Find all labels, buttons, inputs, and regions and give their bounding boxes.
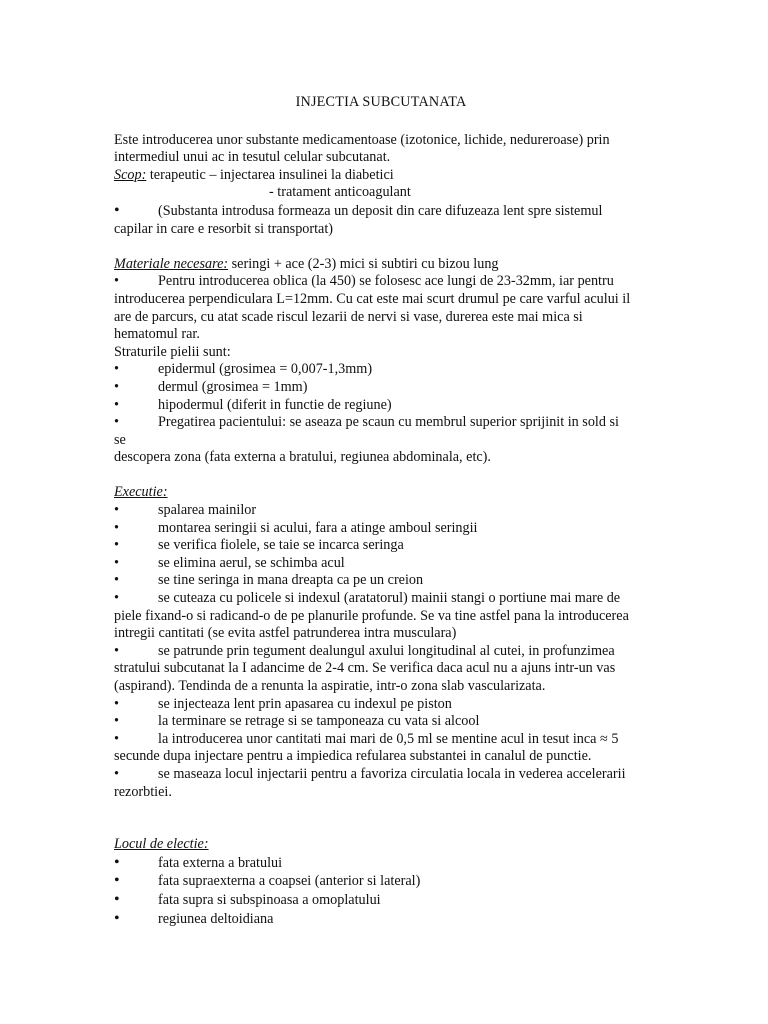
list-item: • fata supraexterna a coapsei (anterior si lateral) [114, 872, 421, 890]
bullet: • [114, 273, 119, 290]
bullet: • [114, 590, 119, 607]
scop-text: terapeutic – injectarea insulinei la diabetici [146, 166, 394, 183]
list-item: • se verifica fiolele, se taie se incarca seringa [114, 537, 404, 554]
bullet: • [114, 765, 119, 782]
bullet: • [114, 890, 120, 908]
bullet: • [114, 853, 120, 871]
list-item: • la terminare se retrage si se tamponeaza cu vata si alcool [114, 713, 480, 730]
list-item-continued: rezorbtiei. [114, 783, 172, 800]
list-item: • hipodermul (diferit in functie de regiune) [114, 396, 392, 413]
list-item: • se patrunde prin tegument dealungul axului longitudinal al cutei, in profunzimea [114, 642, 615, 659]
list-item-continued: hematomul rar. [114, 326, 200, 343]
materiale-line [114, 256, 634, 274]
scop-line [114, 167, 634, 185]
bullet: • [114, 361, 119, 378]
bullet: • [114, 396, 119, 413]
list-item: • spalarea mainilor [114, 502, 257, 519]
list-item: • se cuteaza cu policele si indexul (aratatorul) mainii stangi o portiune mai mare de [114, 590, 621, 607]
scop-note-text: (Substanta introdusa formeaza un deposit din care difuzeaza lent spre sistemul [158, 202, 603, 219]
list-item: • regiunea deltoidiana [114, 909, 274, 927]
list-item: • se injecteaza lent prin apasarea cu indexul pe piston [114, 695, 452, 712]
bullet: • [114, 378, 119, 395]
list-item-continued: introducerea perpendiculara L=12mm. Cu cat este mai scurt drumul pe care varful acului il [114, 290, 631, 307]
page-title: INJECTIA SUBCUTANATA [295, 94, 467, 110]
bullet: • [114, 695, 119, 712]
list-item: • epidermul (grosimea = 0,007-1,3mm) [114, 361, 373, 378]
list-item: • Pentru introducerea oblica (la 450) se folosesc ace lungi de 23-32mm, iar pentru [114, 273, 614, 290]
bullet: • [114, 519, 119, 536]
straturi-heading: Straturile pielii sunt: [114, 343, 231, 360]
bullet: • [114, 872, 120, 890]
list-item: • se elimina aerul, se schimba acul [114, 554, 345, 571]
list-item-continued: secunde dupa injectare pentru a impiedica refularea substantei in canalul de punctie. [114, 748, 592, 765]
list-item-continued: piele fixand-o si radicand-o de pe planurile profunde. Se va tine astfel pana la introducerea [114, 607, 629, 624]
bullet: • [114, 502, 119, 519]
bullet: • [114, 730, 119, 747]
bullet: • [114, 537, 119, 554]
bullet: • [114, 642, 119, 659]
list-item-continued: intregii cantitati (se evita astfel patrunderea intra musculara) [114, 625, 457, 642]
executie-label: Executie: [114, 484, 168, 501]
scop-line [114, 184, 634, 202]
bullet: • [114, 201, 120, 219]
list-item-continued: (aspirand). Tendinda de a renunta la aspiratie, intr-o zona slab vascularizata. [114, 678, 546, 694]
list-item: • montarea seringii si acului, fara a atinge amboul seringii [114, 519, 478, 536]
bullet: • [114, 414, 119, 431]
list-item-continued: stratului subcutanat la I adancime de 2-4 cm. Se verifica daca acul nu a ajuns intr-un vas [114, 660, 616, 677]
scop-note [114, 202, 634, 221]
list-item: • la introducerea unor cantitati mai mari de 0,5 ml se mentine acul in tesut inca ≈ 5 [114, 730, 619, 747]
executie-heading [114, 484, 634, 502]
scop-label: Scop: [114, 166, 147, 183]
intro-line: intermediul unui ac in tesutul celular subcutanat. [114, 149, 391, 166]
materiale-label: Materiale necesare: [114, 255, 229, 272]
locul-heading [114, 836, 634, 854]
list-item: • se maseaza locul injectarii pentru a favoriza circulatia locala in vederea accelerarii [114, 765, 626, 782]
scop-text: - tratament anticoagulant [269, 184, 411, 201]
scop-note: capilar in care e resorbit si transportat) [114, 220, 334, 237]
list-item: • se tine seringa in mana dreapta ca pe un creion [114, 572, 424, 589]
bullet: • [114, 713, 119, 730]
list-item: • fata supra si subspinoasa a omoplatului [114, 890, 381, 908]
intro-line: Este introducerea unor substante medicamentoase (izotonice, lichide, nedureroase) prin [114, 131, 610, 148]
materiale-text: seringi + ace (2-3) mici si subtiri cu bizou lung [228, 255, 499, 272]
document-body [114, 94, 634, 928]
list-item-continued: are de parcurs, cu atat scade riscul lezarii de nervi si vase, durerea este mai mica si [114, 308, 583, 325]
list-item: • dermul (grosimea = 1mm) [114, 378, 308, 395]
list-item-continued: descopera zona (fata externa a bratului, regiunea abdominala, etc). [114, 449, 491, 466]
list-item: • Pregatirea pacientului: se aseaza pe scaun cu membrul superior sprijinit in sold si se [114, 414, 619, 448]
bullet: • [114, 572, 119, 589]
bullet: • [114, 554, 119, 571]
locul-label: Locul de electie: [114, 836, 209, 853]
bullet: • [114, 909, 120, 927]
list-item: • fata externa a bratului [114, 853, 283, 871]
